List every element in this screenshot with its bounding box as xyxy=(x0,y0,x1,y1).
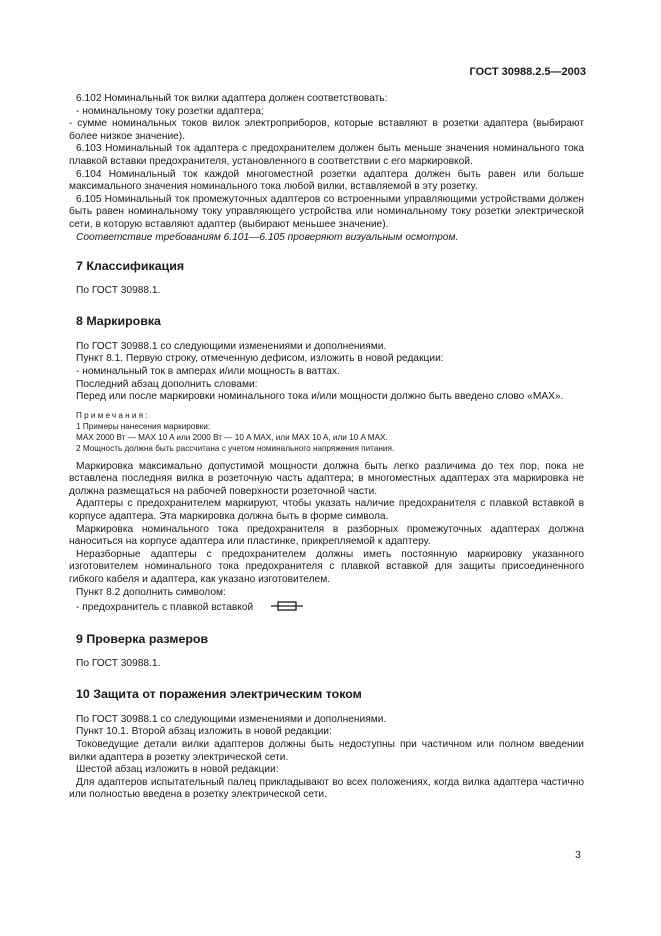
section-8-line-2: Пункт 8.1. Первую строку, отмеченную дефисом, изложить в новой редакции: xyxy=(76,353,444,365)
para-compliance: Соответствие требованиям 6.101—6.105 проверяют визуальным осмотром. xyxy=(76,231,459,243)
fuse-symbol-line xyxy=(76,599,584,617)
para-6-105: 6.105 Номинальный ток промежуточных адаптеров со встроенными управляющими устройствами должен быть равен номинальному току управляющего устройства или номинальному току розетки электрической сети, в которую вставляют адаптер (выбирают меньшее значение). xyxy=(69,193,584,230)
note-1-example: MAX 2000 Вт — MAX 10 A или 2000 Вт — 10 A MAX, или MAX 10 A, или 10 A MAX. xyxy=(76,432,388,442)
section-10-line-2: Пункт 10.1. Второй абзац изложить в новой редакции: xyxy=(76,726,332,738)
notes xyxy=(76,410,584,454)
fuse-symbol-label: - предохранитель с плавкой вставкой xyxy=(76,601,254,613)
section-8-line-1: По ГОСТ 30988.1 со следующими изменениями и дополнениями. xyxy=(76,340,387,352)
content xyxy=(69,93,584,802)
section-8-para-4: Неразборные адаптеры с предохранителем должны иметь постоянную маркировку указанного изготовителем номинального тока предохранителя с плавкой вставкой для защиты присоединенного гибкого кабеля и адаптера, как указано изготовителем. xyxy=(69,548,584,586)
section-9-text: По ГОСТ 30988.1. xyxy=(76,658,161,670)
para-6-102-item-1: - номинальному току розетки адаптера; xyxy=(76,105,264,117)
note-2: 2 Мощность должна быть рассчитана с учетом номинального напряжения питания. xyxy=(76,443,395,453)
para-6-104: 6.104 Номинальный ток каждой многоместной розетки адаптера должен быть равен или больше максимального значения номинального тока любой вилки, вставляемой в эту розетку. xyxy=(69,168,584,193)
note-1: 1 Примеры нанесения маркировки: xyxy=(76,421,211,431)
section-10-line-5: Для адаптеров испытательный палец прикладывают во всех положениях, когда вилка адаптера частично или полностью введена в розетку электрической сети. xyxy=(69,776,584,801)
section-10-line-1: По ГОСТ 30988.1 со следующими изменениями и дополнениями. xyxy=(76,713,387,725)
section-10-title: 10 Защита от поражения электрическим током xyxy=(76,686,362,701)
page-number: 3 xyxy=(575,849,581,861)
section-8-line-5: Перед или после маркировки номинального тока и/или мощности должно быть введено слово «MAX». xyxy=(76,391,564,403)
section-8-line-3: - номинальный ток в амперах и/или мощность в ваттах. xyxy=(76,365,340,377)
section-8-title: 8 Маркировка xyxy=(76,313,161,328)
section-7-text: По ГОСТ 30988.1. xyxy=(76,285,161,297)
section-8-line-4: Последний абзац дополнить словами: xyxy=(76,378,258,390)
para-6-102-item-2: - сумме номинальных токов вилок электроприборов, которые вставляют в розетки адаптера (выбирают более низкое значение). xyxy=(69,118,584,142)
section-10-line-3: Токоведущие детали вилки адаптеров должны быть недоступны при частичном или полном введении вилки адаптера в розетку электрической сети. xyxy=(69,739,584,763)
para-6-103: 6.103 Номинальный ток адаптера с предохранителем должен быть меньше значения номинального тока плавкой вставки предохранителя, установленного в соответствии с его маркировкой. xyxy=(69,143,584,167)
para-6-102: 6.102 Номинальный ток вилки адаптера должен соответствовать: xyxy=(76,93,388,104)
section-9-title: 9 Проверка размеров xyxy=(76,632,209,647)
document-id: ГОСТ 30988.2.5—2003 xyxy=(469,66,586,78)
notes-heading: Примечания: xyxy=(76,410,150,420)
section-8-para-3: Маркировка номинального тока предохранителя в разборных промежуточных адаптерах должна наноситься на корпусе адаптера или пластинке, прикрепляемой к адаптеру. xyxy=(69,523,584,548)
section-8-para-2: Адаптеры с предохранителем маркируют, чтобы указать наличие предохранителя с плавкой вставкой в корпусе адаптера. Эта маркировка должна быть в форме символа. xyxy=(69,498,584,523)
section-10-line-4: Шестой абзац изложить в новой редакции: xyxy=(76,764,279,776)
fuse-symbol-icon xyxy=(271,599,303,617)
section-8-para-5: Пункт 8.2 дополнить символом: xyxy=(76,586,226,598)
section-7-title: 7 Классификация xyxy=(76,259,185,274)
section-8-para-1: Маркировка максимально допустимой мощности должна быть легко различима до тех пор, пока не вставлена последняя вилка в розеточную часть адаптера; в многоместных адаптерах эта маркировка не должна размещаться на рабочей поверхности розеточной части. xyxy=(69,460,584,497)
